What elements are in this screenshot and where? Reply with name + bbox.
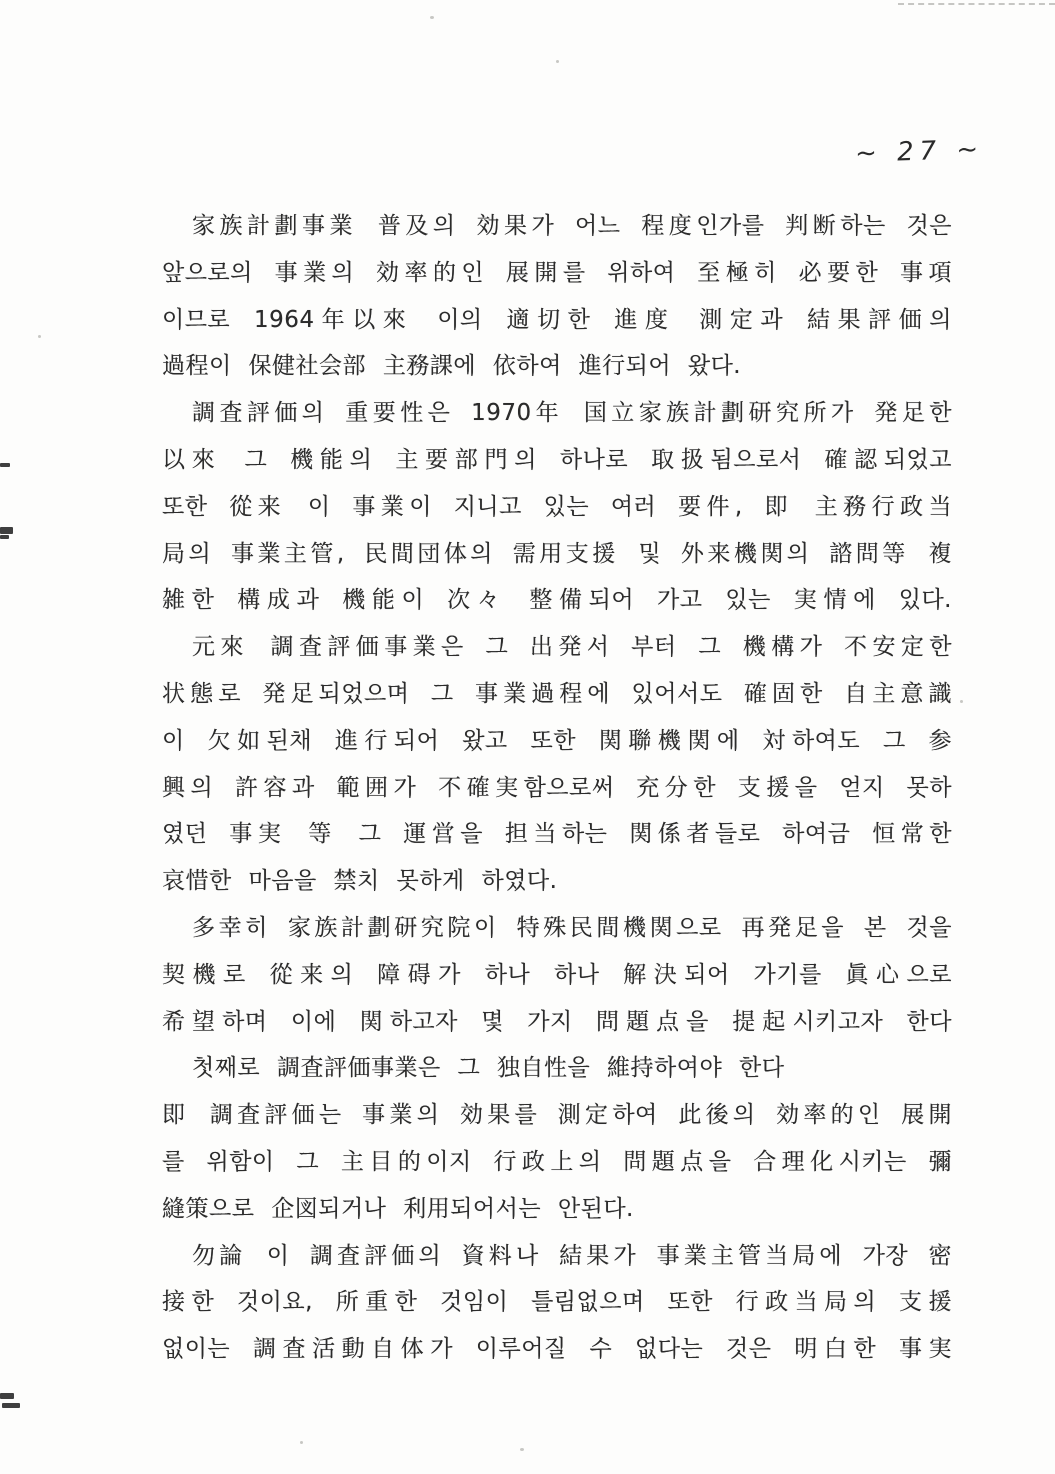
text-line: 局의 事業主管, 民間団体의 需用支援 및 外来機関의 諮問等 複 [162,540,952,567]
text-line: 調査評価의 重要性은 1970年 国立家族計劃研究所가 発足한 [192,400,952,427]
text-line: 또한 從来 이 事業이 지니고 있는 여러 要件, 即 主務行政当 [162,493,952,520]
text-line: 雑한 構成과 機能이 次々 整備되어 가고 있는 実情에 있다. [162,587,952,614]
scan-artifact [0,527,13,534]
text-line: 없이는 調査活動自体가 이루어질 수 없다는 것은 明白한 事実 [162,1336,952,1363]
scan-artifact-dashed-line [898,3,1055,5]
text-line: 状態로 発足되었으며 그 事業過程에 있어서도 確固한 自主意識 [162,680,952,707]
text-line: 契機로 從来의 障碍가 하나 하나 解決되어 가기를 眞心으로 [162,961,952,988]
scan-artifact [0,463,10,467]
text-line: 以來 그 機能의 主要部門의 하나로 取扱됨으로서 確認되었고 [162,446,952,473]
text-line: 興의 許容과 範囲가 不確実함으로써 充分한 支援을 얻지 못하 [162,774,952,801]
text-line: 를 위함이 그 主目的이지 行政上의 問題点을 合理化시키는 彌 [162,1148,952,1175]
scan-artifact [0,1393,14,1399]
page-number: ~ 27 ~ [854,134,985,169]
text-line: 勿論 이 調査評価의 資料나 結果가 事業主管当局에 가장 密 [192,1242,952,1269]
text-line: 家族計劃事業 普及의 効果가 어느 程度인가를 判断하는 것은 [192,213,952,239]
text-line: 이 欠如된채 進行되어 왔고 또한 関聯機関에 対하여도 그 参 [162,727,952,754]
text-line: 앞으로의 事業의 効率的인 展開를 위하여 至極히 必要한 事項 [162,259,952,286]
text-line: 縫策으로 企図되거나 利用되어서는 안된다. [162,1195,634,1222]
text-line: 哀惜한 마음을 禁치 못하게 하였다. [162,868,558,895]
text-line: 였던 事実 等 그 運営을 担当하는 関係者들로 하여금 恒常한 [162,821,952,848]
document-text-block [162,203,952,1373]
text-line: 希望하며 이에 関하고자 몇 가지 問題点을 提起시키고자 한다 [162,1008,952,1035]
text-line: 接한 것이요, 所重한 것임이 틀림없으며 또한 行政当局의 支援 [162,1289,952,1316]
scan-artifact [0,535,9,539]
text-line: 이므로 1964年以來 이의 適切한 進度 測定과 結果評価의 [162,306,952,333]
scan-artifact [2,1403,20,1408]
text-line: 첫째로 調査評価事業은 그 独自性을 維持하여야 한다 [192,1055,785,1082]
text-line: 即 調査評価는 事業의 効果를 測定하여 此後의 効率的인 展開 [162,1102,952,1129]
text-line: 過程이 保健社会部 主務課에 依하여 進行되어 왔다. [162,353,742,380]
text-line: 多幸히 家族計劃研究院이 特殊民間機関으로 再発足을 본 것을 [192,914,952,941]
text-line: 元來 調査評価事業은 그 出発서 부터 그 機構가 不安定한 [192,634,952,661]
